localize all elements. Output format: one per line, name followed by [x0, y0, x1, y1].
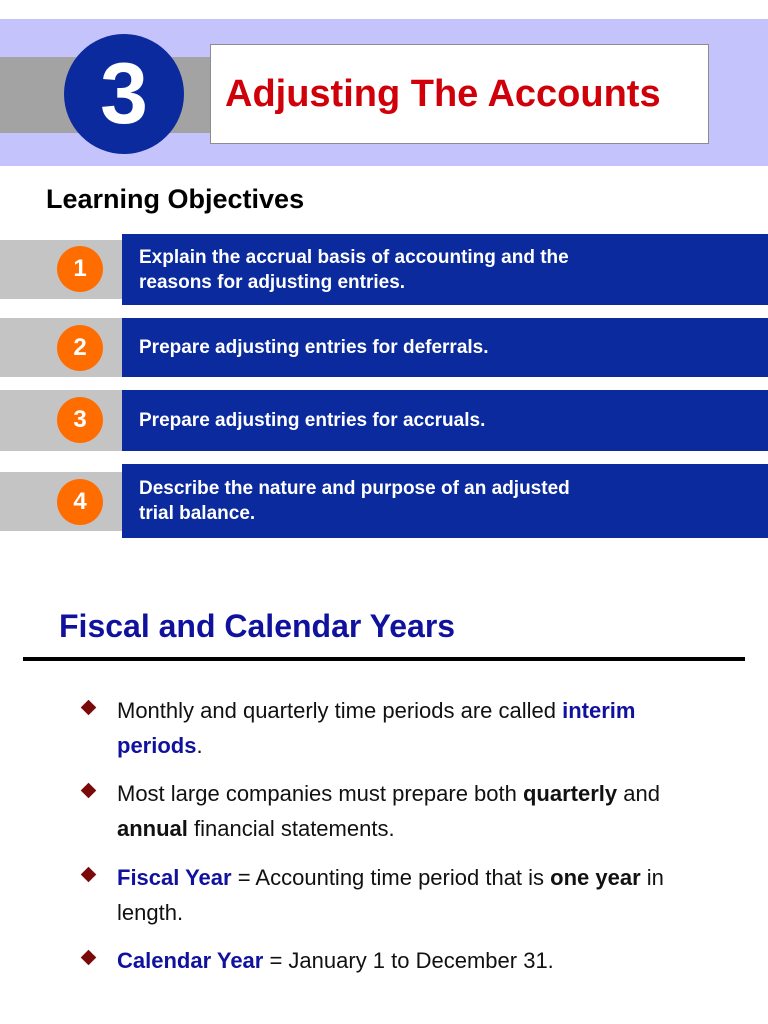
bullet-diamond-icon	[81, 950, 97, 966]
objective-text-box	[122, 234, 768, 305]
term-fiscal-year: Fiscal Year	[117, 865, 232, 890]
emphasis-one-year: one year	[550, 865, 641, 890]
objective-number-badge: 4	[57, 479, 103, 525]
chapter-number-badge	[64, 34, 184, 154]
bullet-item-statements	[117, 776, 717, 846]
objective-text-line: trial balance.	[139, 503, 256, 524]
objective-text-box	[122, 318, 768, 377]
objective-number-badge: 1	[57, 246, 103, 292]
term-calendar-year: Calendar Year	[117, 948, 264, 973]
emphasis-quarterly: quarterly	[522, 781, 618, 806]
section-divider	[23, 657, 745, 661]
bullet-text: = Accounting time period that is	[231, 865, 551, 890]
bullet-item-calendar-year	[117, 943, 717, 978]
bullet-text: Most large companies must prepare both	[117, 781, 523, 806]
learning-objectives-heading: Learning Objectives	[46, 184, 305, 214]
bullet-diamond-icon	[81, 867, 97, 883]
objective-text-box	[122, 464, 768, 538]
chapter-title: Adjusting The Accounts	[225, 72, 661, 115]
bullet-item-interim	[117, 693, 717, 763]
objective-row-3	[0, 390, 768, 451]
bullet-diamond-icon	[81, 783, 97, 799]
bullet-item-fiscal-year	[117, 860, 717, 930]
objective-text-line: Describe the nature and purpose of an adjusted	[139, 478, 570, 499]
bullet-text: in length.	[117, 865, 664, 925]
objective-text-line: Explain the accrual basis of accounting and the	[139, 246, 569, 268]
chapter-title-box	[210, 44, 709, 144]
bullet-diamond-icon	[81, 700, 97, 716]
emphasis-annual: annual	[117, 816, 188, 841]
bullet-text: = January 1 to December 31.	[263, 948, 554, 973]
objective-row-4	[0, 464, 768, 538]
section-title: Fiscal and Calendar Years	[59, 608, 456, 644]
objective-text-box	[122, 390, 768, 451]
objective-text-line: Prepare adjusting entries for accruals.	[139, 410, 486, 431]
term-interim-periods: interim periods	[117, 698, 636, 758]
objective-row-2	[0, 318, 768, 377]
bullet-text: .	[196, 733, 203, 758]
chapter-number: 3	[100, 45, 148, 142]
objective-number-badge: 2	[57, 325, 103, 371]
bullet-text: Monthly and quarterly time periods are called	[117, 698, 563, 723]
objective-text-line: reasons for adjusting entries.	[139, 271, 406, 293]
objective-number-badge: 3	[57, 397, 103, 443]
objective-row-1	[0, 234, 768, 305]
objective-text-line: Prepare adjusting entries for deferrals.	[139, 337, 489, 358]
bullet-text: financial statements.	[187, 816, 395, 841]
bullet-text: and	[617, 781, 660, 806]
